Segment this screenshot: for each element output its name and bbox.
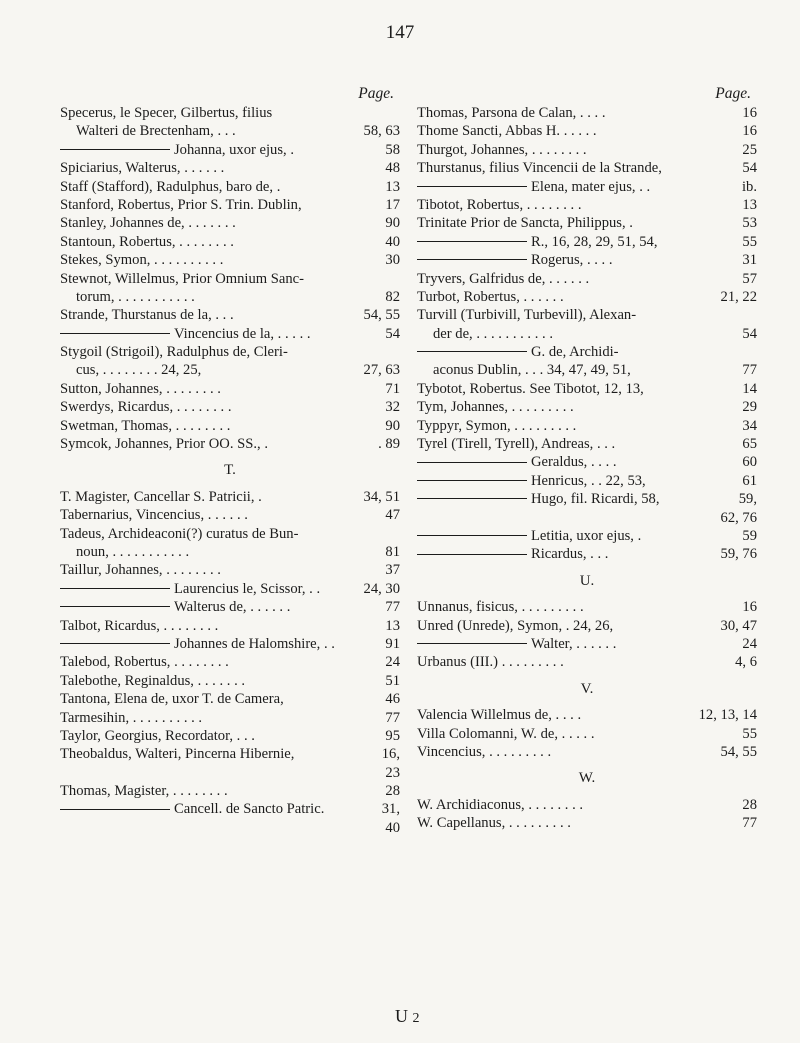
entry-page-refs: 16 — [739, 104, 757, 122]
index-entry — [60, 727, 400, 745]
ditto-rule — [60, 809, 170, 810]
index-entry — [60, 380, 400, 398]
right-index-list — [417, 104, 757, 832]
entry-page-refs: 95 — [382, 727, 400, 745]
entry-text: Walter, . . . . . . — [531, 635, 617, 652]
index-entry — [417, 617, 757, 635]
index-entry — [60, 141, 400, 159]
entry-text: Geraldus, . . . . — [531, 454, 617, 471]
entry-text: Thomas, Parsona de Calan, . . . . — [417, 105, 606, 121]
index-entry — [60, 251, 400, 269]
entry-text: Specerus, le Specer, Gilbertus, filius — [60, 105, 273, 121]
entry-page-refs: 28 — [382, 782, 400, 800]
entry-text: Thurstanus, filius Vincencii de la Strande, — [417, 160, 662, 177]
entry-page-refs: 27, 63 — [361, 361, 400, 379]
index-entry — [417, 398, 757, 416]
index-entry — [60, 306, 400, 324]
entry-text: Henricus, . . 22, 53, — [531, 472, 646, 489]
entry-page-refs: 28 — [739, 796, 757, 814]
index-entry — [417, 361, 757, 379]
entry-page-refs: 55 — [739, 233, 757, 251]
entry-page-refs: 54, 55 — [718, 743, 757, 761]
ditto-rule — [417, 535, 527, 536]
entry-text: aconus Dublin, . . . 34, 47, 49, 51, — [433, 362, 631, 379]
index-entry — [60, 745, 400, 763]
entry-page-refs: 31 — [739, 251, 757, 269]
entry-page-refs: 59 — [739, 527, 757, 545]
entry-page-refs: 54 — [739, 325, 757, 343]
entry-page-refs: 58, 63 — [361, 122, 400, 140]
entry-page-refs: 91 — [382, 635, 400, 653]
entry-page-refs: 13 — [382, 617, 400, 635]
entry-page-refs: 40 — [382, 233, 400, 251]
section-letter: V. — [580, 680, 594, 697]
index-entry — [60, 525, 400, 543]
entry-text: Talebod, Robertus, . . . . . . . . — [60, 654, 229, 671]
index-entry — [417, 725, 757, 743]
ditto-rule — [417, 351, 527, 352]
signature-mark — [395, 1006, 420, 1027]
index-entry — [417, 214, 757, 232]
entry-text: Cancell. de Sancto Patric. — [174, 801, 325, 818]
entry-page-refs: 54 — [382, 325, 400, 343]
entry-text: Stekes, Symon, . . . . . . . . . . — [60, 252, 224, 269]
entry-page-refs: 48 — [382, 159, 400, 177]
ditto-rule — [60, 643, 170, 644]
index-entry — [417, 814, 757, 832]
entry-text: Symcok, Johannes, Prior OO. SS., . — [60, 436, 268, 453]
entry-text: Tibotot, Robertus, . . . . . . . . — [417, 196, 582, 213]
entry-text: Swetman, Thomas, . . . . . . . . — [60, 417, 231, 434]
index-entry — [60, 598, 400, 616]
entry-page-refs: 81 — [382, 543, 400, 561]
entry-text: Villa Colomanni, W. de, . . . . . — [417, 725, 595, 742]
ditto-rule — [60, 149, 170, 150]
index-entry — [60, 782, 400, 800]
index-entry — [417, 343, 757, 361]
entry-text: Tarmesihin, . . . . . . . . . . — [60, 709, 203, 726]
ditto-rule — [60, 333, 170, 334]
entry-page-refs: 59, 76 — [718, 545, 757, 563]
ditto-rule — [417, 186, 527, 187]
entry-text: Swerdys, Ricardus, . . . . . . . . — [60, 399, 232, 416]
entry-text: Sutton, Johannes, . . . . . . . . — [60, 380, 221, 397]
ditto-rule — [60, 588, 170, 589]
index-entry — [417, 417, 757, 435]
entry-text: Turbot, Robertus, . . . . . . — [417, 288, 564, 305]
entry-page-refs: 40 — [382, 819, 400, 837]
left-page-header: Page. — [358, 85, 394, 102]
ditto-rule — [417, 643, 527, 644]
index-entry — [60, 233, 400, 251]
entry-text: Walterus de, . . . . . . — [174, 599, 291, 616]
index-entry — [417, 325, 757, 343]
entry-text: Thome Sancti, Abbas H. . . . . . — [417, 123, 597, 140]
entry-text: Turvill (Turbivill, Turbevill), Alexan- — [417, 307, 637, 324]
entry-text: cus, . . . . . . . . 24, 25, — [76, 362, 202, 379]
index-entry — [60, 488, 400, 506]
index-entry — [60, 561, 400, 579]
entry-text: Strande, Thurstanus de la, . . . — [60, 307, 234, 324]
entry-page-refs: 82 — [382, 288, 400, 306]
index-entry — [417, 435, 757, 453]
entry-text: Taylor, Georgius, Recordator, . . . — [60, 727, 255, 744]
entry-text: Stygoil (Strigoil), Radulphus de, Cleri- — [60, 344, 288, 361]
entry-page-refs: 77 — [739, 814, 757, 832]
entry-page-refs: 71 — [382, 380, 400, 398]
index-entry — [417, 380, 757, 398]
index-entry — [417, 159, 757, 177]
index-entry — [417, 598, 757, 616]
entry-page-refs: 34 — [739, 417, 757, 435]
ditto-rule — [417, 462, 527, 463]
entry-text: Rogerus, . . . . — [531, 252, 613, 269]
index-entry — [60, 690, 400, 708]
entry-text: Johanna, uxor ejus, . — [174, 141, 294, 158]
entry-page-refs: 30 — [382, 251, 400, 269]
section-letter: T. — [224, 462, 236, 479]
entry-text: W. Capellanus, . . . . . . . . . — [417, 815, 571, 832]
entry-page-refs: 90 — [382, 214, 400, 232]
entry-text: Tabernarius, Vincencius, . . . . . . — [60, 507, 248, 524]
ditto-rule — [417, 259, 527, 260]
index-entry — [60, 635, 400, 653]
entry-page-refs: 13 — [739, 196, 757, 214]
entry-page-refs: 32 — [382, 398, 400, 416]
entry-page-refs: 16 — [739, 122, 757, 140]
index-entry — [417, 472, 757, 490]
index-entry — [60, 325, 400, 343]
index-entry — [60, 398, 400, 416]
entry-text: Stanford, Robertus, Prior S. Trin. Dublin, — [60, 196, 302, 213]
index-entry — [60, 178, 400, 196]
entry-text: Stanley, Johannes de, . . . . . . . — [60, 215, 236, 232]
entry-text: der de, . . . . . . . . . . . — [433, 325, 553, 342]
entry-text: Trinitate Prior de Sancta, Philippus, . — [417, 215, 633, 232]
entry-text: Unnanus, fisicus, . . . . . . . . . — [417, 599, 584, 616]
index-entry — [417, 706, 757, 724]
index-entry — [417, 270, 757, 288]
entry-text: R., 16, 28, 29, 51, 54, — [531, 233, 658, 250]
entry-text: Laurencius le, Scissor, . . — [174, 580, 321, 597]
entry-page-refs: 23 — [382, 764, 400, 782]
entry-page-refs: 90 — [382, 417, 400, 435]
index-entry — [417, 288, 757, 306]
entry-text: Tadeus, Archideaconi(?) curatus de Bun- — [60, 525, 299, 542]
index-entry — [60, 580, 400, 598]
entry-text: Stantoun, Robertus, . . . . . . . . — [60, 233, 234, 250]
entry-text: Staff (Stafford), Radulphus, baro de, . — [60, 178, 281, 195]
entry-text: Thomas, Magister, . . . . . . . . — [60, 783, 228, 800]
entry-text: torum, . . . . . . . . . . . — [76, 288, 195, 305]
entry-text: Spiciarius, Walterus, . . . . . . — [60, 160, 225, 177]
index-entry — [60, 617, 400, 635]
entry-page-refs: 12, 13, 14 — [696, 706, 757, 724]
ditto-rule — [417, 480, 527, 481]
entry-page-refs: 24, 30 — [361, 580, 400, 598]
entry-text: Unred (Unrede), Symon, . 24, 26, — [417, 617, 614, 634]
entry-page-refs: . 89 — [375, 435, 400, 453]
entry-text: noun, . . . . . . . . . . . — [76, 543, 190, 560]
index-entry — [60, 435, 400, 453]
index-entry — [60, 672, 400, 690]
entry-page-refs: ib. — [739, 178, 757, 196]
entry-text: Talbot, Ricardus, . . . . . . . . — [60, 617, 219, 634]
entry-page-refs: 16 — [739, 598, 757, 616]
entry-text: Tym, Johannes, . . . . . . . . . — [417, 399, 574, 416]
left-column — [60, 84, 400, 837]
entry-page-refs: 61 — [739, 472, 757, 490]
entry-page-refs: 16, — [379, 745, 400, 763]
entry-text: Letitia, uxor ejus, . — [531, 527, 642, 544]
index-entry — [60, 417, 400, 435]
entry-page-refs: 77 — [382, 598, 400, 616]
entry-page-refs: 54 — [739, 159, 757, 177]
section-letter: W. — [578, 770, 596, 787]
index-entry — [417, 635, 757, 653]
entry-text: Typpyr, Symon, . . . . . . . . . — [417, 417, 577, 434]
entry-page-refs: 24 — [382, 653, 400, 671]
ditto-rule — [417, 498, 527, 499]
index-entry — [417, 178, 757, 196]
index-entry — [60, 361, 400, 379]
entry-page-refs: 34, 51 — [361, 488, 400, 506]
ditto-rule — [417, 554, 527, 555]
entry-page-refs: 17 — [382, 196, 400, 214]
index-entry — [417, 743, 757, 761]
entry-page-refs: 30, 47 — [718, 617, 757, 635]
entry-page-refs: 51 — [382, 672, 400, 690]
entry-text: Elena, mater ejus, . . — [531, 178, 651, 195]
entry-text: Taillur, Johannes, . . . . . . . . — [60, 562, 221, 579]
entry-page-refs: 24 — [739, 635, 757, 653]
index-entry — [60, 506, 400, 524]
signature-letter: U — [395, 1006, 408, 1026]
entry-text: Johannes de Halomshire, . . — [174, 635, 335, 652]
index-entry — [60, 653, 400, 671]
ditto-rule — [417, 241, 527, 242]
page-number: 147 — [385, 22, 415, 43]
entry-text: Tantona, Elena de, uxor T. de Camera, — [60, 691, 284, 708]
entry-text: Vincencius de la, . . . . . — [174, 325, 311, 342]
entry-page-refs: 57 — [739, 270, 757, 288]
entry-page-refs: 65 — [739, 435, 757, 453]
index-entry — [417, 233, 757, 251]
index-entry — [60, 764, 400, 782]
index-entry — [417, 122, 757, 140]
entry-text: Hugo, fil. Ricardi, 58, — [531, 491, 660, 508]
entry-text: Valencia Willelmus de, . . . . — [417, 707, 582, 724]
index-entry — [417, 141, 757, 159]
ditto-rule — [60, 606, 170, 607]
entry-page-refs: 59, — [736, 490, 757, 508]
entry-text: Tybotot, Robertus. See Tibotot, 12, 13, — [417, 380, 644, 397]
entry-page-refs: 31, — [379, 800, 400, 818]
index-entry — [417, 453, 757, 471]
entry-page-refs: 4, 6 — [732, 653, 757, 671]
entry-text: Theobaldus, Walteri, Pincerna Hibernie, — [60, 746, 295, 763]
index-entry — [417, 196, 757, 214]
entry-text: T. Magister, Cancellar S. Patricii, . — [60, 488, 262, 505]
entry-page-refs: 37 — [382, 561, 400, 579]
entry-page-refs: 77 — [382, 709, 400, 727]
index-entry — [417, 527, 757, 545]
right-column — [417, 84, 757, 832]
index-entry — [60, 214, 400, 232]
index-entry — [417, 104, 757, 122]
index-entry — [417, 306, 757, 324]
entry-text: W. Archidiaconus, . . . . . . . . — [417, 796, 584, 813]
index-entry — [60, 343, 400, 361]
entry-page-refs: 55 — [739, 725, 757, 743]
left-index-list — [60, 104, 400, 837]
index-entry — [60, 709, 400, 727]
entry-page-refs: 25 — [739, 141, 757, 159]
right-page-header: Page. — [715, 85, 751, 102]
index-entry — [417, 490, 757, 508]
entry-page-refs: 29 — [739, 398, 757, 416]
entry-page-refs: 13 — [382, 178, 400, 196]
index-entry — [60, 543, 400, 561]
index-entry — [417, 509, 757, 527]
section-letter: U. — [579, 572, 595, 589]
index-entry — [60, 800, 400, 818]
entry-text: Walteri de Brectenham, . . . — [76, 123, 236, 140]
entry-page-refs: 53 — [739, 214, 757, 232]
entry-text: Tryvers, Galfridus de, . . . . . . — [417, 270, 590, 287]
signature-number: 2 — [412, 1011, 420, 1026]
entry-page-refs: 47 — [382, 506, 400, 524]
entry-page-refs: 60 — [739, 453, 757, 471]
index-entry — [417, 796, 757, 814]
index-entry — [417, 653, 757, 671]
entry-text: Urbanus (III.) . . . . . . . . . — [417, 654, 564, 671]
index-entry — [60, 819, 400, 837]
index-entry — [60, 159, 400, 177]
entry-page-refs: 62, 76 — [718, 509, 757, 527]
index-entry — [60, 288, 400, 306]
entry-text: Tyrel (Tirell, Tyrell), Andreas, . . . — [417, 436, 616, 453]
entry-page-refs: 46 — [382, 690, 400, 708]
entry-text: Stewnot, Willelmus, Prior Omnium Sanc- — [60, 270, 304, 287]
entry-text: Thurgot, Johannes, . . . . . . . . — [417, 141, 587, 158]
entry-text: Talebothe, Reginaldus, . . . . . . . — [60, 672, 246, 689]
entry-page-refs: 58 — [382, 141, 400, 159]
index-entry — [417, 251, 757, 269]
index-entry — [60, 270, 400, 288]
entry-page-refs: 77 — [739, 361, 757, 379]
index-entry — [60, 104, 400, 122]
entry-text: Ricardus, . . . — [531, 546, 609, 563]
entry-page-refs: 14 — [739, 380, 757, 398]
index-entry — [60, 122, 400, 140]
entry-page-refs: 54, 55 — [361, 306, 400, 324]
entry-text: Vincencius, . . . . . . . . . — [417, 743, 552, 760]
index-entry — [417, 545, 757, 563]
entry-page-refs: 21, 22 — [718, 288, 757, 306]
index-entry — [60, 196, 400, 214]
entry-text: G. de, Archidi- — [531, 344, 619, 361]
